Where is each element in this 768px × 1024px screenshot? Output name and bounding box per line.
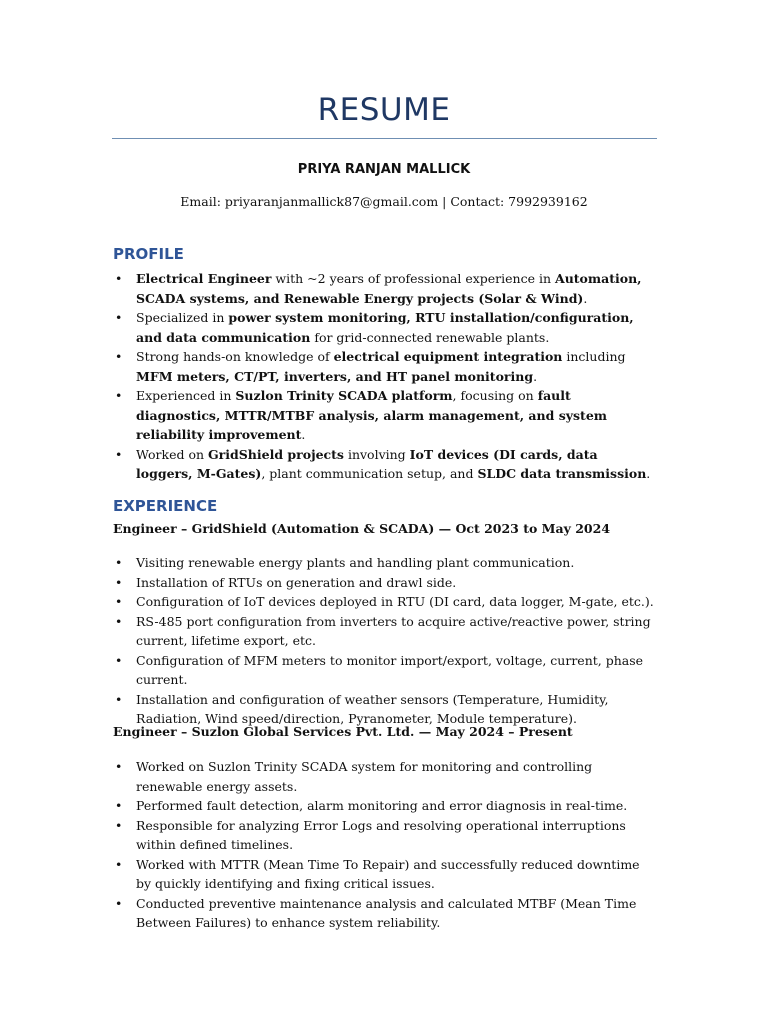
job-duties-gridshield	[113, 553, 658, 729]
profile-item-text: Specialized in	[136, 310, 229, 325]
profile-item-text: GridShield projects	[208, 446, 344, 462]
job-duty-item: • Worked with MTTR (Mean Time To Repair) and successfully reduced downtime by quickly identifying and fixing critical issues.	[113, 855, 658, 894]
profile-item-text: Electrical Engineer	[136, 271, 272, 286]
job-duty-item: • RS-485 port configuration from inverters to acquire active/reactive power, string current, lifetime export, etc.	[113, 612, 658, 651]
profile-item-text: electrical equipment integration	[333, 349, 563, 364]
profile-item-text: , focusing on	[452, 388, 538, 403]
profile-item	[113, 308, 658, 347]
profile-item-text: fault diagnostics, MTTR/MTBF analysis, alarm management, and system reliability improvement	[136, 388, 608, 442]
profile-item	[113, 386, 658, 445]
profile-item-text: Suzlon Trinity SCADA platform	[235, 388, 453, 403]
profile-item-text: Experienced in	[136, 388, 236, 403]
job-duty-item: • Installation of RTUs on generation and drawl side.	[113, 573, 658, 593]
job-duty-item: • Installation and configuration of weather sensors (Temperature, Humidity, Radiation, Wind speed/direction, Pyranometer, Module temperature).	[113, 690, 658, 729]
title-divider	[112, 138, 657, 139]
profile-item-text: .	[533, 368, 538, 384]
profile-item-text: IoT devices (DI cards, data loggers, M-Gates)	[136, 446, 598, 481]
job-duty-item: • Responsible for analyzing Error Logs and resolving operational interruptions within defined timelines.	[113, 816, 658, 855]
profile-item	[113, 445, 658, 484]
profile-item-text: for grid-connected renewable plants.	[310, 329, 550, 345]
job-title-suzlon: Engineer – Suzlon Global Services Pvt. Ltd. — May 2024 – Present	[113, 724, 573, 739]
profile-item-text: Strong hands-on knowledge of	[136, 349, 334, 364]
profile-item-text: .	[583, 290, 588, 306]
job-duty-item: • Worked on Suzlon Trinity SCADA system for monitoring and controlling renewable energy assets.	[113, 757, 658, 796]
profile-item-text: involving	[343, 446, 410, 462]
profile-item-text: Worked on	[136, 446, 208, 462]
profile-heading: PROFILE	[113, 245, 184, 263]
document-title: RESUME	[317, 92, 451, 128]
profile-item-text: with ~2 years of professional experience in	[271, 271, 555, 286]
experience-heading: EXPERIENCE	[113, 497, 218, 515]
contact-line: Email: priyaranjanmallick87@gmail.com | Contact: 7992939162	[180, 194, 588, 209]
profile-list	[113, 269, 658, 484]
profile-item-text: power system monitoring, RTU installation/configuration, and data communication	[136, 310, 634, 345]
job-duty-item: • Configuration of IoT devices deployed in RTU (DI card, data logger, M-gate, etc.).	[113, 592, 658, 612]
job-duty-item: • Performed fault detection, alarm monitoring and error diagnosis in real-time.	[113, 796, 658, 816]
profile-item	[113, 347, 658, 386]
job-duties-suzlon	[113, 757, 658, 933]
profile-item-text: .	[301, 427, 306, 442]
job-title-gridshield: Engineer – GridShield (Automation & SCADA) — Oct 2023 to May 2024	[113, 521, 611, 536]
profile-item-text: including	[562, 349, 626, 364]
profile-item-text: MFM meters, CT/PT, inverters, and HT panel monitoring	[136, 368, 534, 384]
profile-item-text: Automation, SCADA systems, and Renewable Energy projects (Solar & Wind)	[136, 271, 642, 306]
job-duty-item: • Conducted preventive maintenance analysis and calculated MTBF (Mean Time Between Failures) to enhance system reliability.	[113, 894, 658, 933]
profile-item-text: , plant communication setup, and	[261, 466, 478, 481]
candidate-name: PRIYA RANJAN MALLICK	[297, 162, 471, 177]
job-duty-item: • Configuration of MFM meters to monitor import/export, voltage, current, phase current.	[113, 651, 658, 690]
job-duty-item: • Visiting renewable energy plants and handling plant communication.	[113, 553, 658, 573]
profile-item-text: SLDC data transmission	[477, 466, 647, 481]
profile-item	[113, 269, 658, 308]
profile-item-text: .	[646, 466, 651, 481]
